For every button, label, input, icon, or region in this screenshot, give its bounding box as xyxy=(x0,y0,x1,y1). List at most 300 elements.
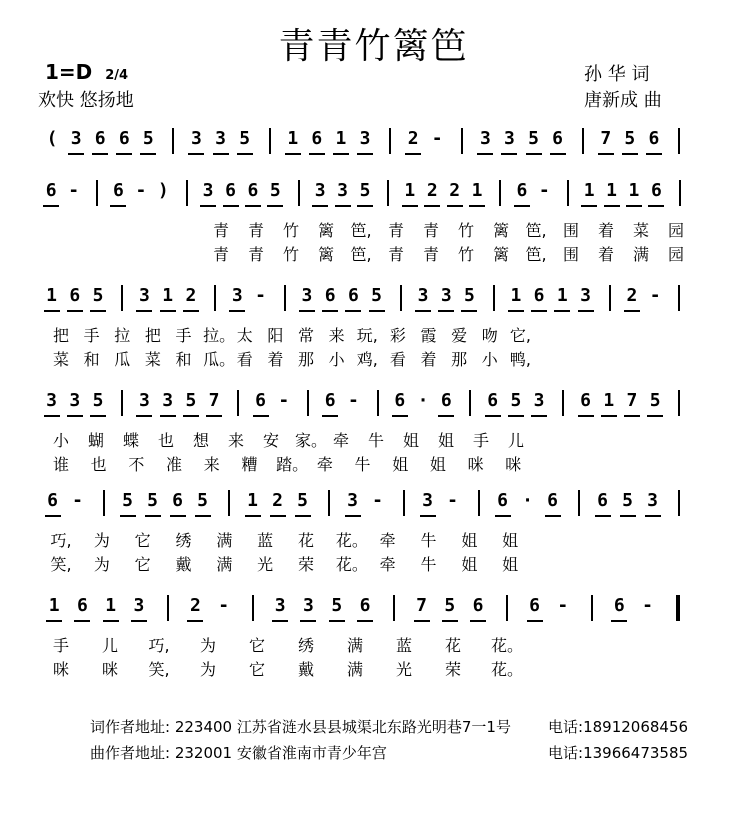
note: 5 xyxy=(142,128,154,149)
barline xyxy=(678,128,680,154)
beam-underline xyxy=(183,310,199,312)
beam-underline xyxy=(188,153,204,155)
lyric-verse-1: 拉。 xyxy=(203,326,236,345)
lyric-verse-1: 青 xyxy=(212,221,229,240)
beam-underline xyxy=(357,153,373,155)
beam-underline xyxy=(550,153,566,155)
note: - xyxy=(68,180,80,201)
lyric-verse-1: 园 xyxy=(667,221,684,240)
lyric-verse-1: 花 xyxy=(444,636,461,655)
note: 6 xyxy=(324,285,336,306)
barline xyxy=(469,390,471,416)
note: 6 xyxy=(497,490,508,511)
beam-underline xyxy=(45,515,61,517)
note: 6 xyxy=(247,180,259,201)
beam-underline xyxy=(329,620,345,622)
note: 5 xyxy=(239,128,251,149)
beam-underline xyxy=(392,415,408,417)
beam-underline xyxy=(267,205,283,207)
lyric-verse-1: 彩 xyxy=(389,326,406,345)
lyric-verse-2: 准 xyxy=(166,455,183,474)
note: ) xyxy=(157,180,169,201)
lyricist-phone-line xyxy=(548,716,688,737)
lyric-verse-1: 想 xyxy=(192,431,209,450)
note: 6 xyxy=(359,595,371,616)
note: 6 xyxy=(113,180,124,201)
lyric-verse-2: 和 xyxy=(83,350,100,369)
note: 5 xyxy=(510,390,522,411)
score-system xyxy=(40,595,700,695)
beam-underline xyxy=(46,620,62,622)
beam-underline xyxy=(322,415,338,417)
note: 5 xyxy=(92,390,104,411)
note: - xyxy=(372,490,383,511)
note: 5 xyxy=(331,595,343,616)
lyric-verse-1: 牛 xyxy=(420,531,437,550)
lyric-verse-1: 拉 xyxy=(114,326,131,345)
lyric-verse-2: 篱 xyxy=(492,245,509,264)
lyric-verse-2: 姐 xyxy=(392,455,409,474)
lyric-verse-2: 鸭, xyxy=(509,350,531,369)
composer-address-label: 曲作者地址: xyxy=(90,744,171,762)
beam-underline xyxy=(160,415,176,417)
lyric-verse-1: 它, xyxy=(509,326,531,345)
beam-underline xyxy=(420,515,436,517)
lyric-verse-2: 牛 xyxy=(420,555,437,574)
lyricist-address: 223400 江苏省涟水县县城渠北东路光明巷7一1号 xyxy=(174,718,511,736)
lyric-verse-2: 姐 xyxy=(461,555,478,574)
beam-underline xyxy=(213,153,229,155)
lyric-verse-1: 姐 xyxy=(402,431,419,450)
lyric-verse-1: 围 xyxy=(562,221,579,240)
barline xyxy=(377,390,379,416)
lyric-verse-2: 牵 xyxy=(316,455,333,474)
beam-underline xyxy=(160,310,176,312)
note: 3 xyxy=(647,490,658,511)
beam-underline xyxy=(285,153,301,155)
lyric-verse-2: 着 xyxy=(267,350,284,369)
note: 1 xyxy=(583,180,595,201)
note: 3 xyxy=(580,285,591,306)
beam-underline xyxy=(414,620,430,622)
note: 6 xyxy=(118,128,130,149)
beam-underline xyxy=(514,205,530,207)
beam-underline xyxy=(345,515,361,517)
composer-phone-label: 电话: xyxy=(548,744,584,762)
lyric-verse-2: 笆, xyxy=(525,245,547,264)
beam-underline xyxy=(604,205,620,207)
lyric-verse-2: 戴 xyxy=(297,660,314,679)
barline xyxy=(461,128,463,154)
beam-underline xyxy=(578,310,594,312)
note: 2 xyxy=(272,490,283,511)
barline xyxy=(298,180,300,206)
lyric-verse-1: 菜 xyxy=(632,221,649,240)
lyric-verse-2: 满 xyxy=(216,555,233,574)
beam-underline xyxy=(322,310,338,312)
beam-underline xyxy=(438,310,454,312)
beam-underline xyxy=(120,515,136,517)
lyric-verse-1: 它 xyxy=(134,531,151,550)
note: 6 xyxy=(650,180,662,201)
note: 6 xyxy=(440,390,452,411)
beam-underline xyxy=(531,415,547,417)
time-signature: 2/4 xyxy=(105,68,129,83)
lyric-verse-1: 青 xyxy=(387,221,404,240)
note: 5 xyxy=(371,285,383,306)
note: 6 xyxy=(394,390,406,411)
lyric-verse-1: 牛 xyxy=(367,431,384,450)
beam-underline xyxy=(554,310,570,312)
lyric-verse-2: 看 xyxy=(389,350,406,369)
beam-underline xyxy=(245,205,261,207)
lyric-verse-1: 阳 xyxy=(267,326,284,345)
note: 5 xyxy=(197,490,208,511)
beam-underline xyxy=(223,205,239,207)
beam-underline xyxy=(253,415,269,417)
note: 6 xyxy=(324,390,336,411)
lyric-verse-2: 小 xyxy=(481,350,498,369)
lyric-verse-2: 来 xyxy=(203,455,220,474)
barline xyxy=(228,490,230,516)
lyric-verse-2: 那 xyxy=(451,350,468,369)
lyric-verse-1: 吻 xyxy=(481,326,498,345)
lyric-verse-1: 儿 xyxy=(101,636,118,655)
lyric-verse-2: 它 xyxy=(248,660,265,679)
barline xyxy=(609,285,611,311)
beam-underline xyxy=(270,515,286,517)
lyric-verse-1: 手 xyxy=(83,326,100,345)
beam-underline xyxy=(68,153,84,155)
lyric-verse-1: 花 xyxy=(297,531,314,550)
beam-underline xyxy=(312,205,328,207)
note: 2 xyxy=(449,180,461,201)
beam-underline xyxy=(136,310,152,312)
lyric-verse-2: 牵 xyxy=(379,555,396,574)
lyric-verse-2: 戴 xyxy=(175,555,192,574)
note: 7 xyxy=(600,128,612,149)
song-title: 青青竹篱笆 xyxy=(278,26,469,67)
barline xyxy=(578,490,580,516)
lyric-verse-1: 笆, xyxy=(525,221,547,240)
note: 1 xyxy=(606,180,617,201)
note: - xyxy=(642,595,654,616)
note: 1 xyxy=(46,285,58,306)
note: 6 xyxy=(472,595,484,616)
lyric-verse-2: 满 xyxy=(346,660,363,679)
note: 3 xyxy=(274,595,286,616)
note: 3 xyxy=(69,390,81,411)
beam-underline xyxy=(309,153,325,155)
barline xyxy=(284,285,286,311)
lyric-verse-1: 花。 xyxy=(491,636,524,655)
note: 1 xyxy=(628,180,640,201)
barline xyxy=(307,390,309,416)
beam-underline xyxy=(90,415,106,417)
note: - xyxy=(218,595,230,616)
beam-underline xyxy=(74,620,90,622)
lyric-verse-1: 青 xyxy=(247,221,264,240)
beam-underline xyxy=(183,415,199,417)
lyric-verse-2: 姐 xyxy=(502,555,519,574)
beam-underline xyxy=(601,415,617,417)
note: - xyxy=(447,490,458,511)
score-system xyxy=(40,390,700,490)
barline xyxy=(562,390,564,416)
note: 7 xyxy=(626,390,638,411)
note: 6 xyxy=(648,128,660,149)
barline xyxy=(269,128,271,154)
lyric-verse-1: 竹 xyxy=(282,221,299,240)
lyric-verse-1: 蓝 xyxy=(257,531,274,550)
beam-underline xyxy=(345,310,361,312)
barline xyxy=(172,128,174,154)
note: 3 xyxy=(202,180,214,201)
lyric-verse-2: 踏。 xyxy=(276,455,309,474)
note: 2 xyxy=(626,285,638,306)
composer-address: 232001 安徽省淮南市青少年宫 xyxy=(174,744,387,762)
note: 5 xyxy=(444,595,456,616)
barline xyxy=(328,490,330,516)
lyric-verse-2: 花。 xyxy=(491,660,524,679)
lyric-verse-1: 笆, xyxy=(350,221,372,240)
barline xyxy=(214,285,216,311)
note: 6 xyxy=(552,128,563,149)
note: - xyxy=(431,128,443,149)
barline xyxy=(393,595,395,621)
lyric-verse-2: 鸡, xyxy=(356,350,378,369)
note: · xyxy=(522,490,533,511)
beam-underline xyxy=(647,415,663,417)
lyric-verse-2: 谁 xyxy=(52,455,69,474)
beam-underline xyxy=(357,620,373,622)
note: 5 xyxy=(528,128,539,149)
beam-underline xyxy=(272,620,288,622)
barline xyxy=(499,180,501,206)
note: 6 xyxy=(487,390,499,411)
lyric-verse-2: 笆, xyxy=(350,245,372,264)
beam-underline xyxy=(44,310,60,312)
note: 3 xyxy=(139,285,150,306)
note: 6 xyxy=(613,595,625,616)
note: - xyxy=(538,180,550,201)
note: 3 xyxy=(301,285,313,306)
note: · xyxy=(417,390,429,411)
lyric-verse-1: 绣 xyxy=(297,636,314,655)
lyric-verse-2: 那 xyxy=(297,350,314,369)
beam-underline xyxy=(508,415,524,417)
note: 3 xyxy=(337,180,348,201)
lyric-verse-1: 爱 xyxy=(451,326,468,345)
beam-underline xyxy=(461,310,477,312)
barline xyxy=(121,390,123,416)
note: 5 xyxy=(185,390,197,411)
note: 1 xyxy=(48,595,60,616)
composer-credit: 唐新成 曲 xyxy=(584,90,662,111)
note: 5 xyxy=(622,490,633,511)
barline xyxy=(582,128,584,154)
lyric-verse-1: 牵 xyxy=(332,431,349,450)
lyric-verse-2: 荣 xyxy=(444,660,461,679)
beam-underline xyxy=(357,205,373,207)
barline xyxy=(103,490,105,516)
lyricist-address-label: 词作者地址: xyxy=(90,718,171,736)
lyric-verse-2: 不 xyxy=(128,455,145,474)
beam-underline xyxy=(648,205,664,207)
lyric-verse-2: 花。 xyxy=(335,555,368,574)
note: 1 xyxy=(603,390,615,411)
beam-underline xyxy=(103,620,119,622)
note: 1 xyxy=(471,180,483,201)
barline xyxy=(121,285,123,311)
beam-underline xyxy=(624,310,640,312)
lyric-verse-2: 着 xyxy=(597,245,614,264)
note: 1 xyxy=(105,595,117,616)
lyric-verse-2: 它 xyxy=(134,555,151,574)
note: 5 xyxy=(147,490,158,511)
beam-underline xyxy=(531,310,547,312)
note: 6 xyxy=(311,128,323,149)
note: 7 xyxy=(416,595,427,616)
beam-underline xyxy=(626,205,642,207)
lyric-verse-1: 绣 xyxy=(175,531,192,550)
lyric-verse-1: 满 xyxy=(216,531,233,550)
note: 5 xyxy=(649,390,661,411)
lyric-verse-2: 和 xyxy=(175,350,192,369)
lyric-verse-2: 青 xyxy=(387,245,404,264)
beam-underline xyxy=(110,205,126,207)
lyric-verse-1: 手 xyxy=(175,326,192,345)
note: 6 xyxy=(547,490,558,511)
lyric-verse-2: 满 xyxy=(632,245,649,264)
barline xyxy=(591,595,593,621)
beam-underline xyxy=(43,205,59,207)
beam-underline xyxy=(526,153,542,155)
note: 6 xyxy=(533,285,545,306)
note: 1 xyxy=(287,128,299,149)
beam-underline xyxy=(595,515,611,517)
note: 5 xyxy=(464,285,475,306)
lyric-verse-2: 姐 xyxy=(429,455,446,474)
lyric-verse-2: 咪 xyxy=(101,660,118,679)
beam-underline xyxy=(170,515,186,517)
lyricist-address-line xyxy=(90,716,511,737)
barline xyxy=(506,595,508,621)
note: 3 xyxy=(303,595,314,616)
note: 3 xyxy=(440,285,452,306)
note: 6 xyxy=(69,285,81,306)
beam-underline xyxy=(136,415,152,417)
note: 3 xyxy=(133,595,145,616)
note: 2 xyxy=(190,595,201,616)
beam-underline xyxy=(299,310,315,312)
lyric-verse-2: 为 xyxy=(199,660,216,679)
beam-underline xyxy=(44,415,60,417)
note: 1 xyxy=(162,285,174,306)
note: 5 xyxy=(624,128,636,149)
lyric-verse-1: 为 xyxy=(199,636,216,655)
lyric-verse-1: 为 xyxy=(93,531,110,550)
note: 6 xyxy=(172,490,183,511)
beam-underline xyxy=(581,205,597,207)
lyric-verse-1: 满 xyxy=(346,636,363,655)
lyric-verse-1: 巧, xyxy=(148,636,170,655)
lyric-verse-1: 来 xyxy=(328,326,345,345)
note: 3 xyxy=(417,285,429,306)
barline xyxy=(676,595,680,621)
barline xyxy=(389,128,391,154)
barline xyxy=(567,180,569,206)
note: 1 xyxy=(404,180,416,201)
lyric-verse-2: 光 xyxy=(395,660,412,679)
note: 6 xyxy=(529,595,540,616)
beam-underline xyxy=(578,415,594,417)
beam-underline xyxy=(187,620,203,622)
lyric-verse-1: 蓝 xyxy=(395,636,412,655)
composer-address-line xyxy=(90,742,387,763)
note: 6 xyxy=(76,595,88,616)
lyric-verse-2: 牛 xyxy=(354,455,371,474)
beam-underline xyxy=(611,620,627,622)
beam-underline xyxy=(67,310,83,312)
lyric-verse-2: 瓜。 xyxy=(203,350,236,369)
beam-underline xyxy=(131,620,147,622)
note: 6 xyxy=(255,390,266,411)
note: - xyxy=(72,490,83,511)
lyric-verse-1: 常 xyxy=(297,326,314,345)
lyric-verse-1: 太 xyxy=(236,326,253,345)
note: 6 xyxy=(225,180,236,201)
lyric-verse-2: 青 xyxy=(212,245,229,264)
beam-underline xyxy=(206,415,222,417)
score-system xyxy=(40,180,700,280)
lyric-verse-1: 也 xyxy=(157,431,174,450)
beam-underline xyxy=(470,620,486,622)
beam-underline xyxy=(447,205,463,207)
note: 3 xyxy=(347,490,358,511)
note: - xyxy=(649,285,661,306)
note: - xyxy=(255,285,266,306)
lyric-verse-1: 青 xyxy=(422,221,439,240)
note: 3 xyxy=(191,128,202,149)
beam-underline xyxy=(405,153,421,155)
note: 3 xyxy=(479,128,491,149)
note: 2 xyxy=(185,285,197,306)
note: 1 xyxy=(335,128,347,149)
note: ( xyxy=(46,128,58,149)
beam-underline xyxy=(495,515,511,517)
note: 5 xyxy=(269,180,281,201)
beam-underline xyxy=(300,620,316,622)
beam-underline xyxy=(598,153,614,155)
note: - xyxy=(135,180,147,201)
beam-underline xyxy=(424,205,440,207)
lyric-verse-1: 来 xyxy=(227,431,244,450)
beam-underline xyxy=(415,310,431,312)
lyric-verse-2: 看 xyxy=(236,350,253,369)
beam-underline xyxy=(622,153,638,155)
lyric-verse-2: 光 xyxy=(257,555,274,574)
lyric-verse-1: 手 xyxy=(472,431,489,450)
note: 3 xyxy=(162,390,174,411)
barline xyxy=(167,595,169,621)
beam-underline xyxy=(92,153,108,155)
lyric-verse-2: 瓜 xyxy=(114,350,131,369)
note: 5 xyxy=(359,180,371,201)
lyric-verse-2: 为 xyxy=(93,555,110,574)
note: 6 xyxy=(597,490,608,511)
lyric-verse-1: 蝶 xyxy=(122,431,139,450)
